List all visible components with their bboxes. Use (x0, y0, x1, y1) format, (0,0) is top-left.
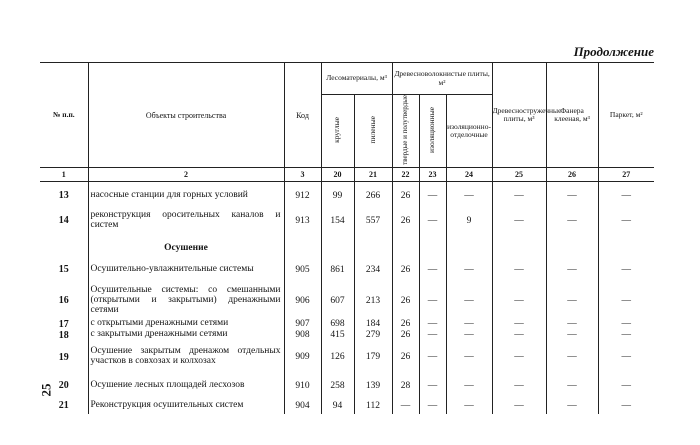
header-fb-hard: твердые и полутвердые (401, 95, 410, 165)
value-c26: — (546, 182, 598, 209)
value-c22: 26 (392, 182, 419, 209)
value-c23: — (419, 257, 446, 283)
header-plywood: Фанера клееная, м³ (546, 63, 598, 168)
value-c20: 258 (321, 374, 354, 398)
colnum-27: 27 (598, 168, 654, 182)
object-name: Осушительно-увлажнительные системы (88, 257, 284, 283)
colnum-3: 3 (284, 168, 321, 182)
value-c20: 607 (321, 283, 354, 319)
header-fb-insul: изоляционные (427, 106, 437, 153)
value-c22: 26 (392, 209, 419, 233)
value-c27: — (598, 341, 654, 374)
object-name: Осушение закрытым дренажом отдельных участков в совхозах и колхозах (88, 341, 284, 374)
value-c26: — (546, 209, 598, 233)
value-c20: 94 (321, 398, 354, 414)
value-c26: — (546, 319, 598, 330)
row-number: 21 (58, 400, 69, 412)
value-c20: 698 (321, 319, 354, 330)
value-c20: 415 (321, 330, 354, 341)
value-c24: — (446, 341, 492, 374)
value-c26: — (546, 330, 598, 341)
header-fiberboard: Древесноволокнистые плиты, м² (392, 63, 492, 95)
value-c23: — (419, 283, 446, 319)
value-c23: — (419, 330, 446, 341)
value-c23: — (419, 182, 446, 209)
colnum-20: 20 (321, 168, 354, 182)
table-row (40, 283, 654, 319)
value-c22: 26 (392, 257, 419, 283)
value-c27: — (598, 209, 654, 233)
object-code: 908 (284, 330, 321, 341)
value-c20: 126 (321, 341, 354, 374)
value-c25: — (492, 319, 546, 330)
object-code: 910 (284, 374, 321, 398)
value-c27: — (598, 319, 654, 330)
value-c27: — (598, 283, 654, 319)
object-name: Осушительные системы: со смешанными (открытыми и закрытыми) дренажными сетями (88, 283, 284, 319)
value-c21: 139 (354, 374, 392, 398)
object-name: с закрытыми дренажными сетями (88, 330, 284, 341)
object-code: 909 (284, 341, 321, 374)
value-c24: — (446, 398, 492, 414)
header-sawn: пиленые (367, 116, 377, 144)
section-row (40, 233, 654, 257)
table-row (40, 257, 654, 283)
section-title: Осушение (88, 233, 284, 257)
value-c25: — (492, 374, 546, 398)
value-c23: — (419, 209, 446, 233)
header-particle: Древесностружечные плиты, м³ (492, 63, 546, 168)
value-c22: — (392, 398, 419, 414)
object-code: 913 (284, 209, 321, 233)
value-c24: — (446, 283, 492, 319)
header-object: Объекты строительства (88, 63, 284, 168)
continuation-label: Продолжение (573, 44, 654, 59)
object-name: с открытыми дренажными сетями (88, 319, 284, 330)
colnum-23: 23 (419, 168, 446, 182)
header-lumber: Лесоматериалы, м³ (321, 63, 392, 95)
value-c20: 861 (321, 257, 354, 283)
value-c24: — (446, 374, 492, 398)
value-c25: — (492, 209, 546, 233)
value-c26: — (546, 283, 598, 319)
object-code: 904 (284, 398, 321, 414)
value-c21: 266 (354, 182, 392, 209)
value-c21: 279 (354, 330, 392, 341)
value-c27: — (598, 374, 654, 398)
header-fb-finish: изоляционно-отделочные (446, 95, 492, 168)
value-c21: 234 (354, 257, 392, 283)
colnum-24: 24 (446, 168, 492, 182)
value-c25: — (492, 182, 546, 209)
value-c26: — (546, 398, 598, 414)
value-c22: 26 (392, 283, 419, 319)
colnum-25: 25 (492, 168, 546, 182)
value-c24: — (446, 257, 492, 283)
object-code: 906 (284, 283, 321, 319)
value-c21: 179 (354, 341, 392, 374)
value-c24: — (446, 182, 492, 209)
value-c25: — (492, 398, 546, 414)
value-c24: 9 (446, 209, 492, 233)
row-number: 16 (58, 295, 69, 307)
value-c23: — (419, 398, 446, 414)
value-c26: — (546, 341, 598, 374)
value-c20: 99 (321, 182, 354, 209)
value-c23: — (419, 374, 446, 398)
object-name: Реконструкция осушительных систем (88, 398, 284, 414)
value-c23: — (419, 319, 446, 330)
value-c22: 26 (392, 319, 419, 330)
header-n: № п.п. (40, 63, 88, 168)
row-number: 20 (58, 380, 69, 392)
value-c27: — (598, 182, 654, 209)
table-row (40, 341, 654, 374)
table-row (40, 374, 654, 398)
row-number: 17 (58, 318, 69, 330)
header-round: круглые (332, 116, 342, 143)
table-row (40, 209, 654, 233)
row-number: 14 (58, 215, 69, 227)
value-c25: — (492, 257, 546, 283)
table-row (40, 398, 654, 414)
value-c27: — (598, 330, 654, 341)
value-c27: — (598, 257, 654, 283)
colnum-22: 22 (392, 168, 419, 182)
value-c25: — (492, 341, 546, 374)
value-c21: 184 (354, 319, 392, 330)
value-c21: 112 (354, 398, 392, 414)
page-number: 25 (38, 383, 54, 397)
value-c22: 28 (392, 374, 419, 398)
value-c21: 557 (354, 209, 392, 233)
colnum-1: 1 (40, 168, 88, 182)
value-c22: 26 (392, 330, 419, 341)
colnum-26: 26 (546, 168, 598, 182)
object-name: реконструкция оросительных каналов и систем (88, 209, 284, 233)
object-code: 905 (284, 257, 321, 283)
object-code: 912 (284, 182, 321, 209)
header-parquet: Паркет, м² (598, 63, 654, 168)
row-number: 13 (58, 190, 69, 202)
object-name: Осушение лесных площадей лесхозов (88, 374, 284, 398)
value-c25: — (492, 283, 546, 319)
table-row (40, 330, 654, 341)
colnum-2: 2 (88, 168, 284, 182)
table-row (40, 182, 654, 209)
value-c24: — (446, 319, 492, 330)
row-number: 15 (58, 264, 69, 276)
value-c26: — (546, 374, 598, 398)
colnum-21: 21 (354, 168, 392, 182)
value-c20: 154 (321, 209, 354, 233)
value-c25: — (492, 330, 546, 341)
object-name: насосные станции для горных условий (88, 182, 284, 209)
object-code: 907 (284, 319, 321, 330)
value-c24: — (446, 330, 492, 341)
row-number: 19 (58, 351, 69, 363)
value-c22: 26 (392, 341, 419, 374)
table-row (40, 319, 654, 330)
materials-table (40, 62, 654, 414)
header-code: Код (284, 63, 321, 168)
value-c27: — (598, 398, 654, 414)
value-c23: — (419, 341, 446, 374)
value-c26: — (546, 257, 598, 283)
value-c21: 213 (354, 283, 392, 319)
row-number: 18 (58, 329, 69, 341)
